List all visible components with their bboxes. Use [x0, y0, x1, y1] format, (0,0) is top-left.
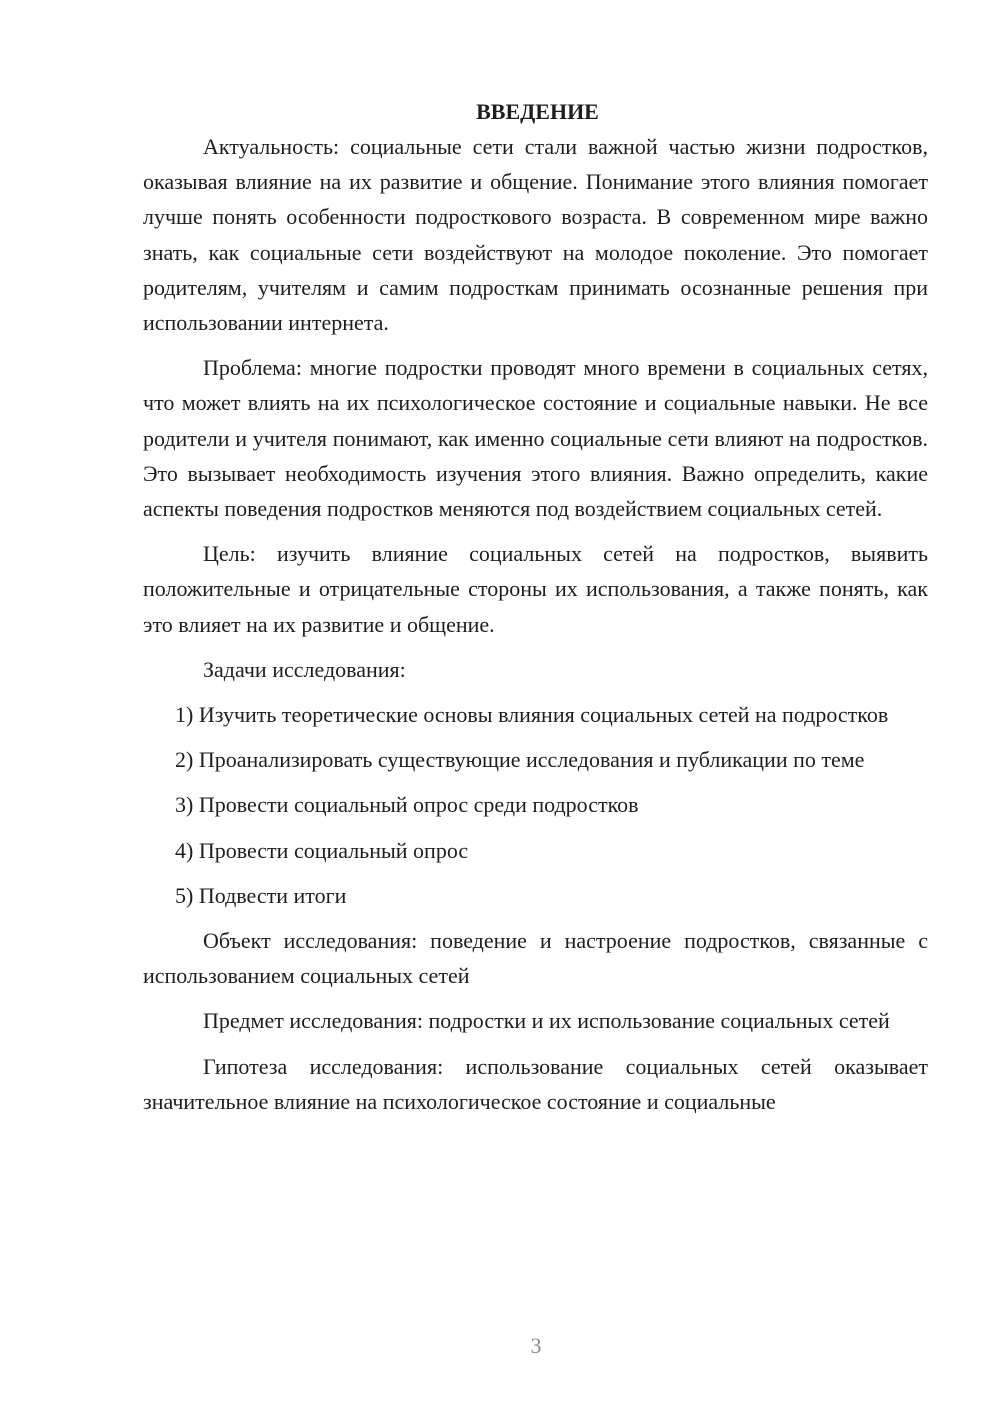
- paragraph-relevance: Актуальность: социальные сети стали важной частью жизни подростков, оказывая влияние на их развитие и общение. Понимание этого влияния помогает лучше понять особенности подросткового возраста. В современном мире важно знать, как социальные сети воздействуют на молодое поколение. Это помогает родителям, учителям и самим подросткам принимать осознанные решения при использовании интернета.: [143, 134, 928, 336]
- page-number: 3: [530, 1333, 542, 1358]
- paragraph-tasks-heading: Задачи исследования:: [203, 656, 406, 682]
- paragraph-object: Объект исследования: поведение и настроение подростков, связанные с использованием социальных сетей: [143, 928, 928, 989]
- task-item-2: 2) Проанализировать существующие исследования и публикации по теме: [175, 747, 865, 773]
- task-item-3: 3) Провести социальный опрос среди подростков: [175, 792, 639, 818]
- paragraph-problem: Проблема: многие подростки проводят много времени в социальных сетях, что может влиять на их психологическое состояние и социальные навыки. Не все родители и учителя понимают, как именно социальные сети влияют на подростков. Это вызывает необходимость изучения этого влияния. Важно определить, какие аспекты поведения подростков меняются под воздействием социальных сетей.: [143, 355, 928, 522]
- paragraph-subject: Предмет исследования: подростки и их использование социальных сетей: [203, 1008, 890, 1034]
- task-item-4: 4) Провести социальный опрос: [175, 837, 469, 863]
- page-content: [143, 94, 928, 1129]
- section-heading: ВВЕДЕНИЕ: [476, 99, 599, 124]
- paragraph-goal: Цель: изучить влияние социальных сетей на подростков, выявить положительные и отрицательные стороны их использования, а также понять, как это влияет на их развитие и общение.: [143, 541, 928, 637]
- paragraph-hypothesis: Гипотеза исследования: использование социальных сетей оказывает значительное влияние на психологическое состояние и социальные: [143, 1053, 928, 1114]
- task-item-5: 5) Подвести итоги: [175, 882, 347, 908]
- task-item-1: 1) Изучить теоретические основы влияния социальных сетей на подростков: [175, 702, 889, 728]
